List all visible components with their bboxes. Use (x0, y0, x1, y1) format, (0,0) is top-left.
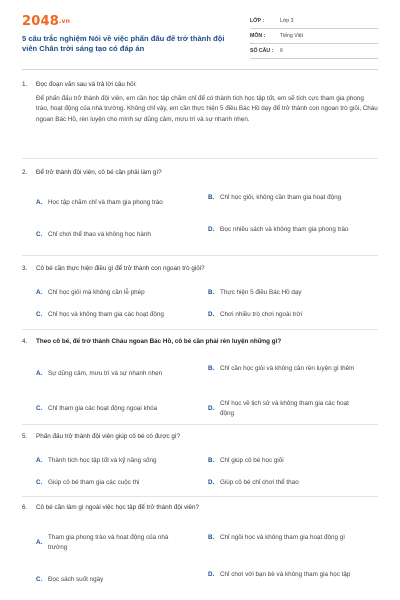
logo-main: 2048 (22, 14, 59, 29)
option-text: Chỉ học giỏi, không cần tham gia hoạt động (220, 194, 342, 201)
option-text: Giúp cô bé tham gia các cuộc thi (48, 479, 140, 486)
meta-key: SỐ CÂU : (250, 48, 274, 54)
document-title: 5 câu trắc nghiệm Nói về việc phấn đấu để trở thành đội viên Chân trời sáng tạo có đáp án (22, 34, 225, 53)
question-2 (22, 168, 378, 238)
option-letter: B. (208, 457, 215, 464)
option-letter: D. (208, 311, 215, 318)
option-letter: B. (208, 194, 215, 201)
option-text: Chỉ cần học giỏi và không cần rèn luyện gì thêm (220, 365, 355, 372)
option-letter: C. (36, 311, 43, 318)
site-logo[interactable] (22, 14, 70, 29)
question-5 (22, 432, 378, 492)
option-letter: B. (208, 365, 215, 372)
option-a[interactable] (36, 369, 186, 379)
option-text: Chỉ học và không tham gia các hoạt động (48, 311, 164, 318)
option-c[interactable] (36, 230, 186, 240)
meta-row-class (250, 14, 378, 29)
option-text: Tham gia phong trào và hoạt động của nhà trường (48, 534, 169, 551)
option-letter: C. (36, 405, 43, 412)
answer-options (36, 442, 378, 492)
meta-value: Tiếng Việt (280, 33, 304, 39)
option-text: Đọc nhiều sách và không tham gia phong trào (220, 226, 349, 233)
option-letter: B. (208, 289, 215, 296)
option-text: Chơi nhiều trò chơi ngoài trời (220, 311, 303, 318)
question-number: 2. (22, 169, 28, 176)
question-divider (22, 424, 378, 425)
option-text: Chỉ học giỏi mà không cần lễ phép (48, 289, 145, 296)
question-number: 1. (22, 81, 28, 88)
question-text: Cô bé cần thực hiện điều gì để trở thành con ngoan trò giỏi? (36, 265, 205, 272)
option-b[interactable] (208, 364, 358, 374)
option-b[interactable] (208, 288, 358, 298)
meta-key: MÔN : (250, 33, 266, 39)
option-text: Chỉ chơi với bạn bè và không tham gia học tập (220, 571, 351, 578)
option-letter: A. (36, 289, 43, 296)
meta-row-subject (250, 29, 378, 44)
meta-value: 6 (280, 48, 283, 54)
question-number: 5. (22, 433, 28, 440)
option-d[interactable] (208, 478, 358, 488)
option-letter: D. (208, 571, 215, 578)
meta-table (250, 14, 378, 59)
option-text: Chỉ tham gia các hoạt động ngoại khóa (48, 405, 158, 412)
option-b[interactable] (208, 193, 358, 203)
option-b[interactable] (208, 533, 358, 543)
answer-options (36, 513, 378, 593)
option-letter: C. (36, 479, 43, 486)
question-text: Để trở thành đội viên, cô bé cần phải làm gì? (36, 169, 162, 176)
question-1 (22, 80, 378, 125)
option-b[interactable] (208, 456, 358, 466)
option-text: Chỉ ngồi học và không tham gia hoạt động gì (220, 534, 345, 541)
question-6 (22, 503, 378, 593)
answer-options (36, 274, 378, 324)
option-a[interactable] (36, 198, 186, 208)
question-divider (22, 255, 378, 256)
option-text: Chỉ giúp cô bé học giỏi (220, 457, 284, 464)
option-text: Sự dũng cảm, mưu trí và sự nhanh nhẹn (48, 370, 163, 377)
option-text: Học tập chăm chỉ và tham gia phong trào (48, 199, 163, 206)
meta-key: LỚP : (250, 18, 265, 24)
option-text: Thành tích học tập tốt và kỹ năng sống (48, 457, 157, 464)
option-letter: C. (36, 576, 43, 583)
meta-value: Lớp 3 (280, 18, 294, 24)
option-d[interactable] (208, 310, 358, 320)
question-number: 6. (22, 504, 28, 511)
option-a[interactable] (36, 533, 186, 553)
option-letter: A. (36, 370, 43, 377)
reading-passage: Để phấn đấu trở thành đội viên, em cần học tập chăm chỉ để có thành tích học tập tốt, em sẽ tích cực tham gia phong trào, hoạt động của nhà trường. Không chỉ vậy, em cần thực hiện 5 điều Bác Hồ dạy để trở thành con ngoan trò giỏi, Cháu ngoan Bác Hồ, rèn luyện cho mình sự dũng cảm, mưu trí và sự nhanh nhẹn. (36, 95, 378, 123)
meta-row-count (250, 44, 378, 59)
option-letter: D. (208, 405, 215, 412)
question-3 (22, 264, 378, 324)
option-c[interactable] (36, 478, 186, 488)
option-text: Thực hiện 5 điều Bác Hồ dạy (220, 289, 302, 296)
option-text: Giúp cô bé chỉ chơi thể thao (220, 479, 299, 486)
option-letter: A. (36, 199, 43, 206)
logo-tld: .vn (58, 18, 71, 25)
question-4 (22, 337, 378, 417)
option-letter: C. (36, 231, 43, 238)
option-letter: A. (36, 457, 43, 464)
question-divider (22, 496, 378, 497)
option-a[interactable] (36, 288, 186, 298)
option-d[interactable] (208, 225, 358, 235)
option-letter: B. (208, 534, 215, 541)
question-text: Theo cô bé, để trở thành Cháu ngoan Bác Hồ, cô bé cần phải rèn luyện những gì? (36, 338, 282, 345)
question-divider (22, 158, 378, 159)
question-divider (22, 329, 378, 330)
header-divider (22, 69, 378, 70)
answer-options (36, 347, 378, 417)
answer-options (36, 178, 378, 238)
question-text: Đọc đoạn văn sau và trả lời câu hỏi: (36, 81, 137, 88)
question-number: 4. (22, 338, 28, 345)
question-text: Cô bé cần làm gì ngoài việc học tập để trở thành đội viên? (36, 504, 200, 511)
option-a[interactable] (36, 456, 186, 466)
option-c[interactable] (36, 404, 186, 414)
option-letter: D. (208, 226, 215, 233)
option-c[interactable] (36, 575, 186, 585)
option-text: Đọc sách suốt ngày (48, 576, 104, 583)
option-text: Chỉ chơi thể thao và không học hành (48, 231, 151, 238)
option-d[interactable] (208, 570, 358, 580)
document-header (22, 14, 378, 62)
option-c[interactable] (36, 310, 186, 320)
option-text: Chỉ học về lịch sử và không tham gia các hoạt động (220, 400, 349, 417)
option-letter: D. (208, 479, 215, 486)
question-number: 3. (22, 265, 28, 272)
question-text: Phấn đấu trở thành đội viên giúp cô bé có được gì? (36, 433, 181, 440)
option-d[interactable] (208, 399, 358, 419)
option-letter: A. (36, 539, 43, 546)
